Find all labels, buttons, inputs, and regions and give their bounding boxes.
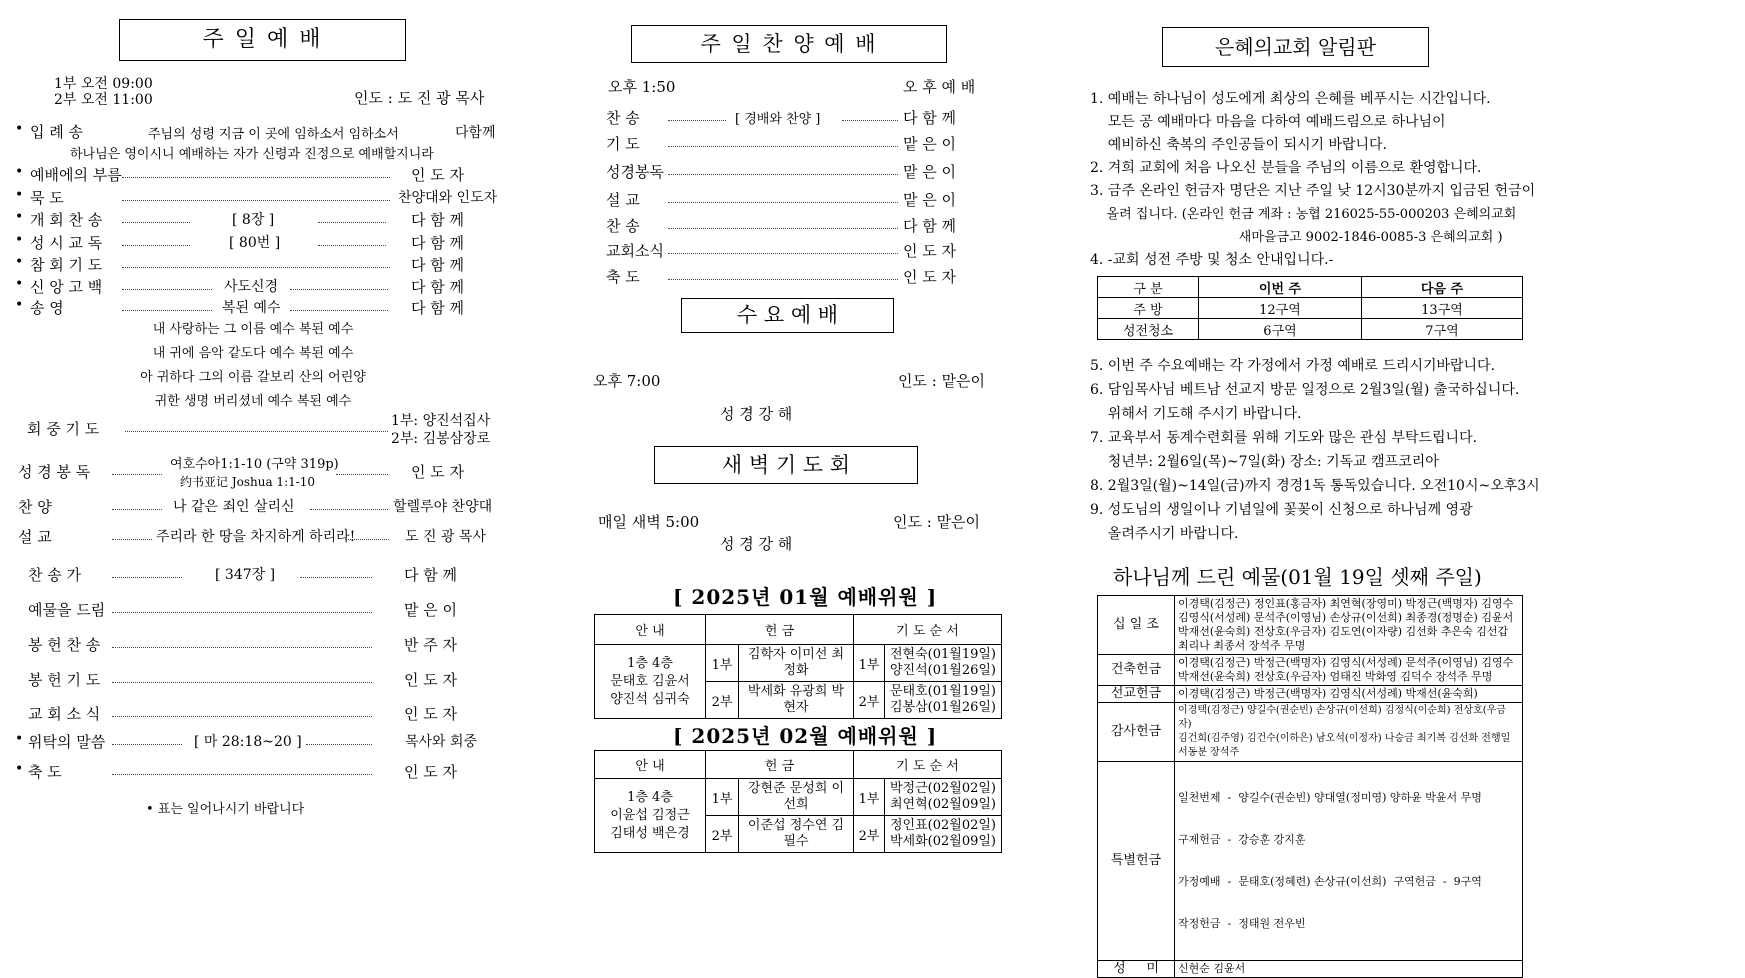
offering-names: 김학자 이미선 최정화 xyxy=(739,645,854,682)
praise-label: 성경봉독 xyxy=(606,163,664,181)
part-label: 2부 xyxy=(854,816,885,853)
order-center: [ 80번 ] xyxy=(229,235,281,251)
order-label: 교 회 소 식 xyxy=(28,705,101,723)
notice-line: 예비하신 축복의 주인공들이 되시기 바랍니다. xyxy=(1090,137,1388,153)
duty-header: 다음 주 xyxy=(1362,277,1523,298)
offering-category: 감사헌금 xyxy=(1098,703,1175,762)
order-label: 위탁의 말씀 xyxy=(28,733,106,751)
prayer-name: 문태호(01월19일) xyxy=(889,684,997,699)
offering-title: 하나님께 드린 예물(01월 19일 셋째 주일) xyxy=(1113,565,1482,589)
offering-line: 이경택(김정근) 박정근(백명자) 김영식(서성례) 문석주(이영님) 김영수 xyxy=(1178,656,1514,669)
prayer-name: 박세화(02월09일) xyxy=(889,834,997,849)
offering-line: 이경택(김정근) 양길수(권순빈) 손상규(이선희) 김정식(이순희) 전상호(우금자) xyxy=(1178,705,1506,730)
order-right: 인 도 자 xyxy=(404,705,458,723)
header-guide: 안 내 xyxy=(595,615,706,645)
order-right: 다함께 xyxy=(455,125,496,141)
prayer-name: 최연혁(02월09일) xyxy=(889,797,997,812)
notice-line: 새마을금고 9002-1846-0085-3 은혜의교회 ) xyxy=(1090,230,1503,245)
order-right: 다 함 께 xyxy=(411,211,465,229)
service-time-1: 1부 오전 09:00 xyxy=(54,76,153,92)
part-label: 1부 xyxy=(706,779,739,816)
dawn-subtitle: 성 경 강 해 xyxy=(720,535,793,553)
guide-line: 1층 4층 xyxy=(627,655,673,671)
order-label: 개 회 찬 송 xyxy=(30,211,103,229)
prayer-name: 정인표(02월02일) xyxy=(889,818,997,833)
duty-header: 구 분 xyxy=(1098,277,1199,298)
prayer-name: 전현숙(01월19일) xyxy=(889,647,997,662)
offering-line: 박재선(윤숙희) 전상호(우금자) 김도연(이자량) 김선화 추은숙 김선갑 xyxy=(1178,625,1509,638)
part-label: 1부 xyxy=(854,645,885,682)
offering-table xyxy=(1097,595,1523,978)
bullet-mark: • xyxy=(15,187,24,203)
service-leader: 인도 : 도 진 광 목사 xyxy=(354,89,485,107)
sermon-right: 도 진 광 목사 xyxy=(405,529,486,545)
offering-line: 이경택(김정근) 박정근(백명자) 김영식(서성례) 박재선(윤숙희) xyxy=(1178,687,1478,700)
order-right: 다 함 께 xyxy=(404,566,458,584)
lyric-line: 내 귀에 음악 같도다 예수 복된 예수 xyxy=(152,346,354,361)
order-label: 예배에의 부름 xyxy=(30,166,122,184)
standing-footnote: • 표는 일어나시기 바랍니다 xyxy=(146,802,305,817)
wednesday-subtitle: 성 경 강 해 xyxy=(720,405,793,423)
header-offering: 헌 금 xyxy=(706,615,854,645)
notice-line: 8. 2월3일(월)~14일(금)까지 경경1독 통독있습니다. 오전10시~오후3시 xyxy=(1090,478,1540,494)
notice-line: 모든 공 예배마다 마음을 다하여 예배드림으로 하나님이 xyxy=(1090,114,1446,130)
order-label: 신 앙 고 백 xyxy=(30,278,103,296)
part-label: 2부 xyxy=(706,816,739,853)
guide-line: 1층 4층 xyxy=(627,789,673,805)
part-label: 2부 xyxy=(706,682,739,719)
order-label: 입 례 송 xyxy=(30,123,84,141)
notice-line: 2. 겨희 교회에 처음 나오신 분들을 주님의 이름으로 환영합니다. xyxy=(1090,160,1482,176)
reading-label: 성 경 봉 독 xyxy=(18,463,91,481)
order-label: 예물을 드림 xyxy=(28,601,106,619)
sermon-title: 주리라 한 땅을 차지하게 하리라! xyxy=(156,529,356,545)
sunday-service-title: 주 일 예 배 xyxy=(119,19,406,61)
dawn-leader: 인도 : 맡은이 xyxy=(893,513,981,531)
praise-right: 맡 은 이 xyxy=(903,163,957,181)
praise-center: [ 경배와 찬양 ] xyxy=(735,112,821,127)
dawn-time: 매일 새벽 5:00 xyxy=(598,513,700,531)
notice-line: 위해서 기도해 주시기 바랍니다. xyxy=(1090,406,1302,422)
offering-names: 강현준 문성희 이선희 xyxy=(739,779,854,816)
order-label: 묵 도 xyxy=(30,189,64,207)
header-prayer: 기 도 순 서 xyxy=(854,751,1002,779)
notice-line: 6. 담임목사님 베트남 선교지 방문 일정으로 2월3일(월) 출국하십니다. xyxy=(1090,382,1520,398)
order-right: 찬양대와 인도자 xyxy=(398,190,498,206)
jan-committee-title: [ 2025년 01월 예배위원 ] xyxy=(673,585,938,609)
bullet-mark: • xyxy=(15,761,24,777)
order-center: [ 347장 ] xyxy=(215,567,276,583)
order-center: 사도신경 xyxy=(224,279,279,295)
notice-line: 4. -교회 성전 주방 및 청소 안내입니다.- xyxy=(1090,252,1334,268)
bullet-mark: • xyxy=(15,731,24,747)
praise-label: 기 도 xyxy=(606,135,640,153)
praise-time: 오후 1:50 xyxy=(608,78,676,96)
order-label: 송 영 xyxy=(30,299,64,317)
notice-line: 3. 금주 온라인 헌금자 명단은 지난 주일 낮 12시30분까지 입금된 헌금이 xyxy=(1090,183,1536,199)
reading-ref-1: 여호수아1:1-10 (구약 319p) xyxy=(170,457,339,472)
offering-line: 서동분 장석주 xyxy=(1178,747,1240,758)
notice-1 xyxy=(1090,88,1535,272)
notice-line: 5. 이번 주 수요예배는 각 가정에서 가정 예배로 드리시기바랍니다. xyxy=(1090,358,1496,374)
order-label: 봉 헌 기 도 xyxy=(28,671,101,689)
offering-line: 신현순 김윤서 xyxy=(1178,962,1246,975)
duty-cell: 6구역 xyxy=(1199,319,1362,340)
wednesday-time: 오후 7:00 xyxy=(593,372,661,390)
offering-line: 김영식(서성례) 문석주(이영님) 손상규(이선희) 최종경(정명순) 김윤서 xyxy=(1178,611,1514,624)
bullet-mark: • xyxy=(15,209,24,225)
guide-line: 양진석 심귀숙 xyxy=(610,691,690,707)
bullet-mark: • xyxy=(15,297,24,313)
offering-names: 이준섭 정수연 김필수 xyxy=(739,816,854,853)
reading-right: 인 도 자 xyxy=(411,463,465,481)
duty-cell: 7구역 xyxy=(1362,319,1523,340)
offering-line: 일천번제 - 양길수(권순빈) 양대열(정미영) 양하윤 박윤서 무명 xyxy=(1178,791,1482,804)
order-center: [ 마 28:18~20 ] xyxy=(194,734,302,750)
bullet-mark: • xyxy=(15,254,24,270)
order-label: 참 회 기 도 xyxy=(30,256,103,274)
feb-committee-title: [ 2025년 02월 예배위원 ] xyxy=(673,724,938,748)
notice-line: 청년부: 2월6일(목)~7일(화) 장소: 기독교 캠프코리아 xyxy=(1090,454,1439,470)
order-label: 성 시 교 독 xyxy=(30,234,103,252)
praise-right: 인 도 자 xyxy=(903,242,957,260)
offering-line: 가정예배 - 문태호(정혜련) 손상규(이선희) 구역헌금 - 9구역 xyxy=(1178,875,1482,888)
order-right: 다 함 께 xyxy=(411,278,465,296)
order-right: 인 도 자 xyxy=(411,166,465,184)
notice-line: 9. 성도님의 생일이나 기념일에 꽃꽂이 신청으로 하나님께 영광 xyxy=(1090,502,1473,518)
bullet-mark: • xyxy=(15,276,24,292)
order-right: 다 함 께 xyxy=(411,234,465,252)
order-label: 찬 송 가 xyxy=(28,566,82,584)
order-right: 다 함 께 xyxy=(411,256,465,274)
part-label: 1부 xyxy=(706,645,739,682)
notice-2 xyxy=(1090,354,1540,546)
prayer-1: 1부: 양진석집사 xyxy=(391,413,491,429)
offering-names: 박세화 유광희 박현자 xyxy=(739,682,854,719)
header-offering: 헌 금 xyxy=(706,751,854,779)
offering-category: 십 일 조 xyxy=(1098,596,1175,655)
offering-category: 건축헌금 xyxy=(1098,655,1175,686)
lyric-line: 내 사랑하는 그 이름 예수 복된 예수 xyxy=(152,322,354,337)
guide-line: 문태호 김윤서 xyxy=(610,673,690,689)
reading-ref-2: 约书亚记 Joshua 1:1-10 xyxy=(180,475,316,489)
lyric-line: 귀한 생명 버리셨네 예수 복된 예수 xyxy=(154,394,352,409)
feb-committee-table xyxy=(594,750,1002,853)
order-right: 인 도 자 xyxy=(404,671,458,689)
lyric-line: 아 귀하다 그의 이름 갈보리 산의 어린양 xyxy=(140,370,366,385)
prayer-label: 회 중 기 도 xyxy=(27,420,100,438)
duty-cell: 성전청소 xyxy=(1098,319,1199,340)
order-right: 인 도 자 xyxy=(404,763,458,781)
notice-line: 1. 예배는 하나님이 성도에게 최상의 은혜를 베푸시는 시간입니다. xyxy=(1090,91,1491,107)
header-guide: 안 내 xyxy=(595,751,706,779)
prayer-2: 2부: 김봉삼장로 xyxy=(391,431,491,447)
guide-line: 김태성 백은경 xyxy=(610,825,690,841)
order-center: 복된 예수 xyxy=(222,300,281,316)
praise-label: 축 도 xyxy=(606,268,640,286)
sermon-label: 설 교 xyxy=(18,528,52,546)
prayer-name: 박정근(02월02일) xyxy=(889,781,997,796)
prayer-name: 양진석(01월26일) xyxy=(889,663,997,678)
notice-line: 올려주시기 바랍니다. xyxy=(1090,526,1239,542)
duty-cell: 12구역 xyxy=(1199,298,1362,319)
bullet-mark: • xyxy=(15,164,24,180)
order-center: 주님의 성령 지금 이 곳에 임하소서 임하소서 xyxy=(148,127,399,142)
bullet-mark: • xyxy=(15,232,24,248)
duty-cell: 13구역 xyxy=(1362,298,1523,319)
anthem-right: 할렐루야 찬양대 xyxy=(393,499,493,515)
praise-label: 설 교 xyxy=(606,191,640,209)
service-time-2: 2부 오전 11:00 xyxy=(54,92,153,108)
bullet-mark: • xyxy=(15,121,24,137)
order-right: 맡 은 이 xyxy=(404,601,458,619)
offering-category: 성 미 xyxy=(1098,961,1175,978)
offering-line: 박재선(윤숙희) 전상호(우금자) 엄태진 박화영 김덕수 장석주 무명 xyxy=(1178,670,1493,683)
notice-line: 올려 집니다. (온라인 헌금 계좌 : 농협 216025-55-000203 은혜의교회 xyxy=(1090,207,1517,222)
anthem-label: 찬 양 xyxy=(18,498,52,516)
prayer-name: 김봉삼(01월26일) xyxy=(889,700,997,715)
offering-category: 특별헌금 xyxy=(1098,762,1175,961)
part-label: 2부 xyxy=(854,682,885,719)
part-label: 1부 xyxy=(854,779,885,816)
praise-right: 인 도 자 xyxy=(903,268,957,286)
order-label: 축 도 xyxy=(28,763,62,781)
order-right: 다 함 께 xyxy=(411,299,465,317)
order-right: 반 주 자 xyxy=(404,636,458,654)
wednesday-leader: 인도 : 맡은이 xyxy=(898,372,986,390)
jan-committee-table xyxy=(594,614,1002,719)
header-prayer: 기 도 순 서 xyxy=(854,615,1002,645)
praise-service-name: 오 후 예 배 xyxy=(903,78,976,96)
order-label: 봉 헌 찬 송 xyxy=(28,636,101,654)
offering-line: 작정헌금 - 정태원 전우빈 xyxy=(1178,917,1306,930)
offering-category: 선교헌금 xyxy=(1098,686,1175,703)
dawn-prayer-title: 새 벽 기 도 회 xyxy=(654,446,918,484)
offering-line: 김건희(김주영) 김건수(이하은) 남오석(이정자) 나승금 최기복 김선화 전행일 xyxy=(1178,733,1511,744)
offering-line: 이경택(김정근) 정인표(홍금자) 최연혁(장영미) 박정근(백명자) 김영수 xyxy=(1178,597,1514,610)
praise-right: 다 함 께 xyxy=(903,109,957,127)
praise-right: 맡 은 이 xyxy=(903,191,957,209)
order-center: [ 8장 ] xyxy=(232,212,275,228)
praise-label: 찬 송 xyxy=(606,109,640,127)
wednesday-service-title: 수 요 예 배 xyxy=(681,298,894,333)
order-center: 하나님은 영이시니 예배하는 자가 신령과 진정으로 예배할지니라 xyxy=(70,147,434,162)
praise-label: 교회소식 xyxy=(606,242,664,260)
guide-line: 이윤섭 김정근 xyxy=(610,807,690,823)
duty-header: 이번 주 xyxy=(1199,277,1362,298)
duty-table xyxy=(1097,276,1523,340)
offering-line: 최리나 최종서 장석주 무명 xyxy=(1178,639,1306,652)
bulletin-board-title: 은혜의교회 알림판 xyxy=(1162,27,1429,67)
praise-service-title: 주 일 찬 양 예 배 xyxy=(631,25,947,63)
praise-right: 맡 은 이 xyxy=(903,135,957,153)
praise-label: 찬 송 xyxy=(606,217,640,235)
order-right: 목사와 회중 xyxy=(405,734,478,750)
notice-line: 7. 교육부서 동계수련회를 위해 기도와 많은 관심 부탁드립니다. xyxy=(1090,430,1478,446)
anthem-title: 나 같은 죄인 살리신 xyxy=(173,499,295,515)
praise-right: 다 함 께 xyxy=(903,217,957,235)
duty-cell: 주 방 xyxy=(1098,298,1199,319)
offering-line: 구제헌금 - 강승훈 강지훈 xyxy=(1178,833,1306,846)
